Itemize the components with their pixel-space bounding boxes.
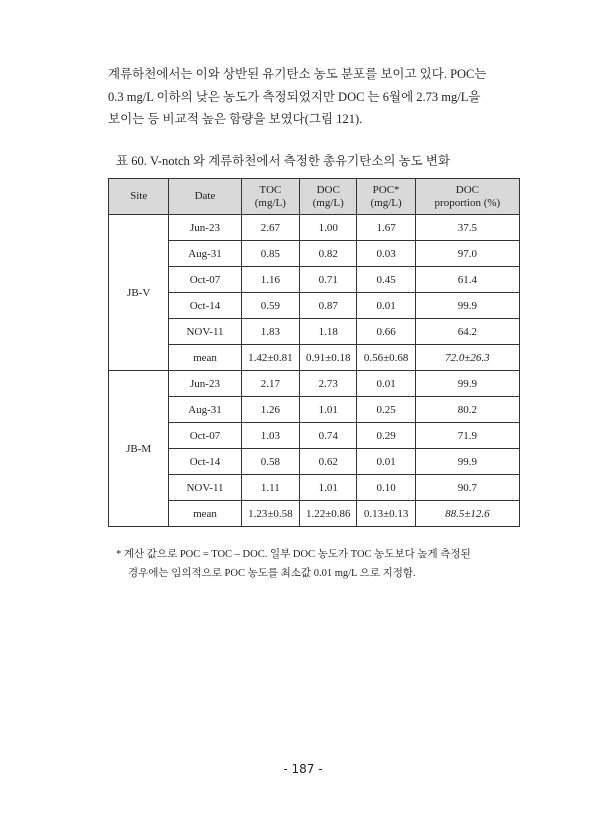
header-site: Site: [109, 179, 169, 215]
poc-cell: 0.13±0.13: [357, 501, 415, 527]
footnote-line: 경우에는 임의적으로 POC 농도를 최소값 0.01 mg/L 으로 지정함.: [128, 568, 416, 579]
header-poc-unit: (mg/L): [370, 196, 402, 209]
header-toc-unit: (mg/L): [254, 196, 286, 209]
toc-concentration-table: [108, 178, 520, 527]
poc-cell: 1.67: [357, 215, 415, 241]
toc-cell: 0.85: [241, 241, 299, 267]
toc-cell: 2.17: [241, 371, 299, 397]
header-poc: [357, 179, 415, 215]
poc-cell: 0.45: [357, 267, 415, 293]
table-row: [109, 345, 520, 371]
doc-cell: 0.91±0.18: [300, 345, 357, 371]
date-cell: mean: [169, 345, 241, 371]
poc-cell: 0.10: [357, 475, 415, 501]
date-cell: Oct-14: [169, 293, 241, 319]
footnote-line: * 계산 값으로 POC = TOC – DOC. 일부 DOC 농도가 TOC 농도보다 높게 측정된: [116, 549, 471, 560]
doc-cell: 0.62: [300, 449, 357, 475]
table-row: [109, 397, 520, 423]
table-header-row: [109, 179, 520, 215]
prop-cell: 99.9: [415, 371, 519, 397]
doc-cell: 1.00: [300, 215, 357, 241]
table-row: [109, 501, 520, 527]
table-row: [109, 267, 520, 293]
doc-cell: 0.87: [300, 293, 357, 319]
header-date: Date: [169, 179, 241, 215]
date-cell: Jun-23: [169, 371, 241, 397]
date-cell: Oct-07: [169, 267, 241, 293]
table-row: [109, 449, 520, 475]
table-row: [109, 241, 520, 267]
header-prop-label: DOC: [455, 183, 479, 196]
doc-cell: 0.74: [300, 423, 357, 449]
prop-cell: 72.0±26.3: [415, 345, 519, 371]
toc-cell: 1.23±0.58: [241, 501, 299, 527]
header-toc: [241, 179, 299, 215]
date-cell: mean: [169, 501, 241, 527]
poc-cell: 0.29: [357, 423, 415, 449]
doc-cell: 0.71: [300, 267, 357, 293]
table-caption: 표 60. V-notch 와 계류하천에서 측정한 총유기탄소의 농도 변화: [116, 154, 451, 168]
site-cell: JB-V: [109, 215, 169, 371]
toc-cell: 1.16: [241, 267, 299, 293]
poc-cell: 0.03: [357, 241, 415, 267]
poc-cell: 0.66: [357, 319, 415, 345]
prop-cell: 88.5±12.6: [415, 501, 519, 527]
paragraph-line: 0.3 mg/L 이하의 낮은 농도가 측정되었지만 DOC 는 6월에 2.73 mg/L을: [108, 89, 481, 104]
doc-cell: 2.73: [300, 371, 357, 397]
toc-cell: 0.58: [241, 449, 299, 475]
prop-cell: 90.7: [415, 475, 519, 501]
toc-cell: 1.03: [241, 423, 299, 449]
date-cell: NOV-11: [169, 319, 241, 345]
doc-cell: 1.22±0.86: [300, 501, 357, 527]
date-cell: Aug-31: [169, 397, 241, 423]
header-doc-proportion: [415, 179, 519, 215]
prop-cell: 80.2: [415, 397, 519, 423]
paragraph-line: 계류하천에서는 이와 상반된 유기탄소 농도 분포를 보이고 있다. POC는: [108, 67, 487, 81]
doc-cell: 1.01: [300, 397, 357, 423]
date-cell: Oct-07: [169, 423, 241, 449]
poc-cell: 0.25: [357, 397, 415, 423]
poc-cell: 0.56±0.68: [357, 345, 415, 371]
toc-cell: 2.67: [241, 215, 299, 241]
poc-cell: 0.01: [357, 449, 415, 475]
prop-cell: 99.9: [415, 293, 519, 319]
prop-cell: 37.5: [415, 215, 519, 241]
table-row: [109, 423, 520, 449]
table-row: [109, 475, 520, 501]
footnote: [116, 545, 536, 583]
table-row: [109, 371, 520, 397]
body-paragraph: [108, 63, 532, 131]
toc-cell: 1.42±0.81: [241, 345, 299, 371]
prop-cell: 97.0: [415, 241, 519, 267]
table-row: [109, 293, 520, 319]
date-cell: NOV-11: [169, 475, 241, 501]
prop-cell: 71.9: [415, 423, 519, 449]
header-doc-label: DOC: [316, 183, 340, 196]
date-cell: Aug-31: [169, 241, 241, 267]
date-cell: Jun-23: [169, 215, 241, 241]
page-number: - 187 -: [283, 762, 323, 776]
doc-cell: 1.18: [300, 319, 357, 345]
table-row: [109, 215, 520, 241]
toc-cell: 1.83: [241, 319, 299, 345]
prop-cell: 99.9: [415, 449, 519, 475]
toc-cell: 0.59: [241, 293, 299, 319]
poc-cell: 0.01: [357, 293, 415, 319]
toc-cell: 1.26: [241, 397, 299, 423]
header-poc-label: POC*: [372, 183, 400, 196]
doc-cell: 1.01: [300, 475, 357, 501]
doc-cell: 0.82: [300, 241, 357, 267]
table-row: [109, 319, 520, 345]
site-cell: JB-M: [109, 371, 169, 527]
header-doc: [300, 179, 357, 215]
header-toc-label: TOC: [259, 183, 282, 196]
paragraph-line: 보이는 등 비교적 높은 함량을 보였다(그림 121).: [108, 112, 363, 126]
toc-cell: 1.11: [241, 475, 299, 501]
table-body: [109, 215, 520, 527]
header-prop-unit: proportion (%): [434, 196, 501, 209]
prop-cell: 64.2: [415, 319, 519, 345]
date-cell: Oct-14: [169, 449, 241, 475]
poc-cell: 0.01: [357, 371, 415, 397]
header-doc-unit: (mg/L): [312, 196, 344, 209]
prop-cell: 61.4: [415, 267, 519, 293]
